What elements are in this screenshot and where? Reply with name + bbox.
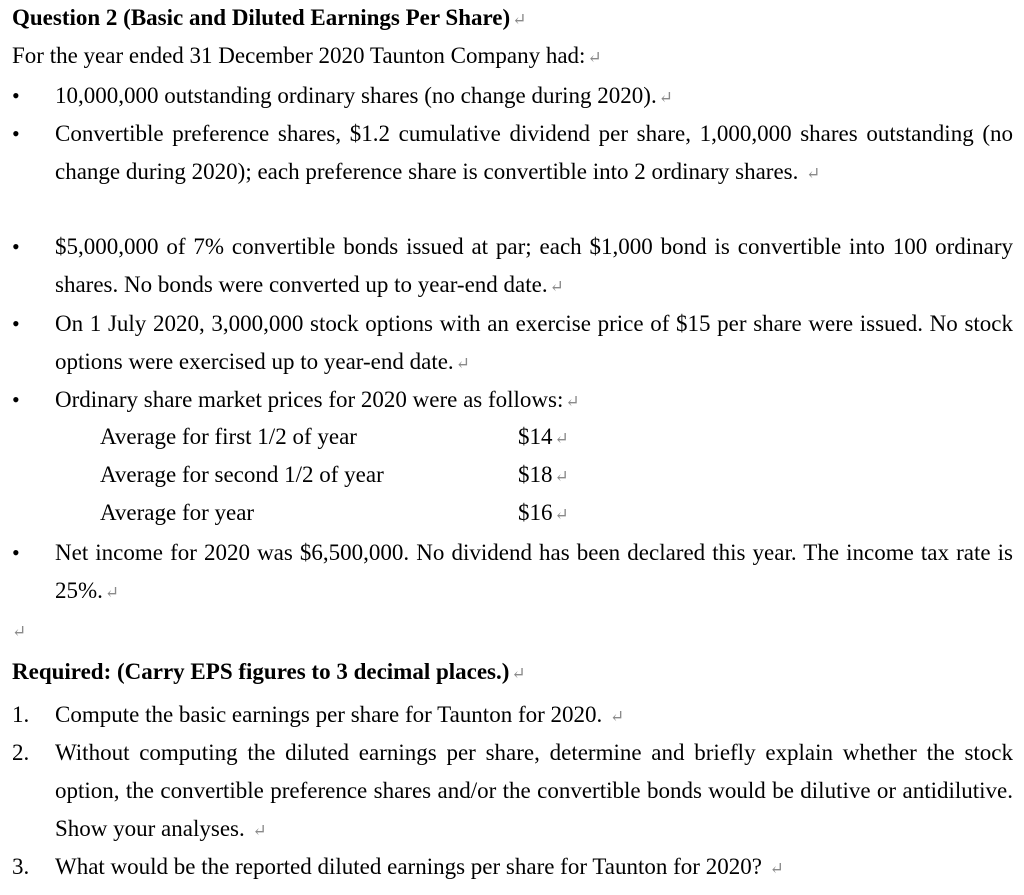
bullet-icon: • bbox=[12, 540, 20, 565]
bullet-item bbox=[55, 228, 1013, 306]
return-mark-icon: ↵ bbox=[12, 622, 27, 641]
requirement-item bbox=[55, 848, 1013, 888]
requirement-item bbox=[55, 696, 1013, 736]
requirement-number: 3. bbox=[12, 854, 30, 879]
return-mark-icon: ↵ bbox=[565, 392, 580, 411]
return-mark-icon: ↵ bbox=[769, 859, 784, 878]
bullet-icon: • bbox=[12, 311, 20, 336]
requirement-text: Without computing the diluted earnings per share, determine and briefly explain whether the stock option, the convertible preference shares and/or the convertible bonds would be dilutive or antidilutive. Show your analyses. bbox=[55, 740, 1013, 841]
bullet-text: $5,000,000 of 7% convertible bonds issued at par; each $1,000 bond is convertible into 100 ordinary shares. No bonds were converted up to year-end date. bbox=[55, 234, 1013, 297]
requirement-item bbox=[55, 734, 1013, 850]
price-label: Average for year bbox=[100, 500, 255, 525]
price-label: Average for first 1/2 of year bbox=[100, 424, 357, 449]
price-value: $14 ↵ bbox=[518, 424, 569, 449]
bullet-icon: • bbox=[12, 234, 20, 259]
return-mark-icon: ↵ bbox=[554, 429, 569, 448]
intro-text: For the year ended 31 December 2020 Taunton Company had: bbox=[12, 43, 586, 68]
price-value: $18 ↵ bbox=[518, 462, 569, 487]
return-mark-icon: ↵ bbox=[610, 707, 625, 726]
bullet-text: On 1 July 2020, 3,000,000 stock options with an exercise price of $15 per share were issued. No stock options were exercised up to year-end date. bbox=[55, 311, 1013, 374]
return-mark-icon: ↵ bbox=[104, 583, 120, 602]
requirement-number: 1. bbox=[12, 702, 30, 727]
bullet-text: Ordinary share market prices for 2020 were as follows: bbox=[55, 387, 564, 412]
bullet-text: Net income for 2020 was $6,500,000. No dividend has been declared this year. The income tax rate is 25%. bbox=[55, 540, 1013, 603]
bullet-icon: • bbox=[12, 121, 20, 146]
return-mark-icon: ↵ bbox=[554, 505, 569, 524]
return-mark-icon: ↵ bbox=[658, 88, 673, 107]
bullet-text: Convertible preference shares, $1.2 cumulative dividend per share, 1,000,000 shares outstanding (no change during 2020); each preference share is convertible into 2 ordinary shares. bbox=[55, 121, 1013, 184]
bullet-item bbox=[55, 534, 1013, 612]
return-mark-icon: ↵ bbox=[587, 48, 602, 67]
return-mark-icon: ↵ bbox=[806, 164, 821, 183]
empty-paragraph bbox=[12, 616, 26, 646]
question-title-line bbox=[12, 4, 526, 34]
return-mark-icon: ↵ bbox=[455, 354, 470, 373]
bullet-item bbox=[55, 305, 1013, 383]
bullet-item bbox=[55, 77, 1013, 117]
requirement-text: Compute the basic earnings per share for Taunton for 2020. bbox=[55, 702, 603, 727]
required-heading: Required: (Carry EPS figures to 3 decimal places.) bbox=[12, 659, 510, 684]
bullet-icon: • bbox=[12, 83, 20, 108]
required-heading-line bbox=[12, 658, 526, 688]
return-mark-icon: ↵ bbox=[512, 10, 527, 29]
return-mark-icon: ↵ bbox=[511, 664, 526, 683]
requirement-number: 2. bbox=[12, 740, 30, 765]
bullet-item bbox=[55, 115, 1013, 193]
return-mark-icon: ↵ bbox=[554, 467, 569, 486]
intro-line bbox=[12, 42, 602, 72]
requirement-text: What would be the reported diluted earnings per share for Taunton for 2020? bbox=[55, 854, 762, 879]
return-mark-icon: ↵ bbox=[549, 277, 564, 296]
bullet-text: 10,000,000 outstanding ordinary shares (no change during 2020). bbox=[55, 83, 657, 108]
return-mark-icon: ↵ bbox=[252, 821, 267, 840]
bullet-icon: • bbox=[12, 387, 20, 412]
price-label: Average for second 1/2 of year bbox=[100, 462, 384, 487]
price-value: $16 ↵ bbox=[518, 500, 569, 525]
bullet-item bbox=[55, 381, 1013, 421]
question-title: Question 2 (Basic and Diluted Earnings Per Share) bbox=[12, 5, 511, 30]
